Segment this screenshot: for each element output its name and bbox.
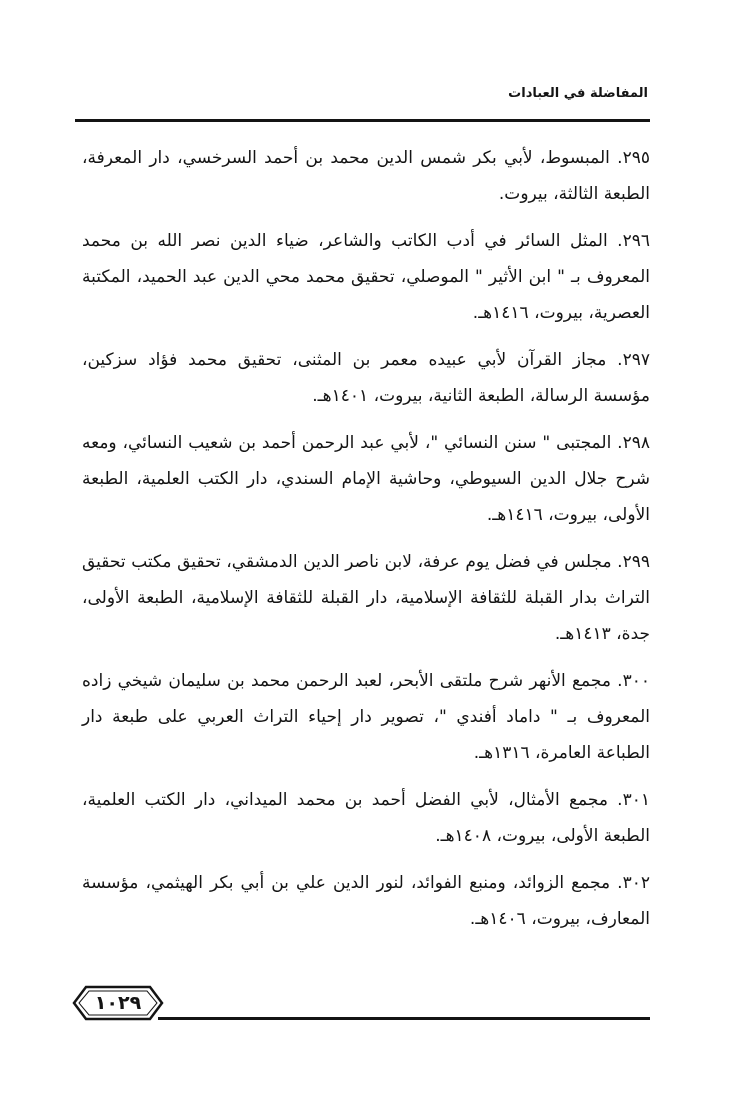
- page-footer: [72, 985, 650, 1021]
- bibliography-entry-298: [82, 425, 650, 533]
- bibliography-entry-299: [82, 544, 650, 652]
- page-number: ١٠٢٩: [94, 992, 142, 1014]
- bibliography-entry-295: [82, 140, 650, 212]
- header-rule: [75, 119, 650, 122]
- entry-text: ٢٩٨. المجتبى " سنن النسائي "، لأبي عبد الرحمن أحمد بن شعيب النسائي، ومعه شرح جلال الدين السيوطي، وحاشية الإمام السندي، دار الكتب العلمية، الطبعة الأولى، بيروت، ١٤١٦هـ.: [82, 433, 650, 525]
- bibliography-list: [82, 140, 650, 948]
- footer-rule: [158, 1017, 650, 1020]
- entry-text: ٣٠٠. مجمع الأنهر شرح ملتقى الأبحر، لعبد الرحمن محمد بن سليمان شيخي زاده المعروف بـ " داماد أفندي "، تصوير دار إحياء التراث العربي على طبعة دار الطباعة العامرة، ١٣١٦هـ.: [82, 671, 650, 763]
- bibliography-entry-300: [82, 663, 650, 771]
- entry-text: ٣٠٢. مجمع الزوائد، ومنبع الفوائد، لنور الدين علي بن أبي بكر الهيثمي، مؤسسة المعارف، بيروت، ١٤٠٦هـ.: [82, 873, 650, 929]
- running-header: المفاضلة في العبادات: [508, 86, 648, 101]
- page-number-badge: [72, 985, 164, 1021]
- bibliography-entry-302: [82, 865, 650, 937]
- entry-text: ٣٠١. مجمع الأمثال، لأبي الفضل أحمد بن محمد الميداني، دار الكتب العلمية، الطبعة الأولى، بيروت، ١٤٠٨هـ.: [82, 790, 650, 846]
- bibliography-entry-296: [82, 223, 650, 331]
- entry-text: ٢٩٥. المبسوط، لأبي بكر شمس الدين محمد بن أحمد السرخسي، دار المعرفة، الطبعة الثالثة، بيروت.: [82, 148, 650, 204]
- bibliography-entry-297: [82, 342, 650, 414]
- entry-text: ٢٩٦. المثل السائر في أدب الكاتب والشاعر، ضياء الدين نصر الله بن محمد المعروف بـ " ابن الأثير " الموصلي، تحقيق محمد محي الدين عبد الحميد، المكتبة العصرية، بيروت، ١٤١٦هـ.: [82, 231, 650, 323]
- bibliography-entry-301: [82, 782, 650, 854]
- entry-text: ٢٩٩. مجلس في فضل يوم عرفة، لابن ناصر الدين الدمشقي، تحقيق مكتب تحقيق التراث بدار القبلة للثقافة الإسلامية، دار القبلة للثقافة الإسلامية، الطبعة الأولى، جدة، ١٤١٣هـ.: [82, 552, 650, 644]
- entry-text: ٢٩٧. مجاز القرآن لأبي عبيده معمر بن المثنى، تحقيق محمد فؤاد سزكين، مؤسسة الرسالة، الطبعة الثانية، بيروت، ١٤٠١هـ.: [82, 350, 650, 406]
